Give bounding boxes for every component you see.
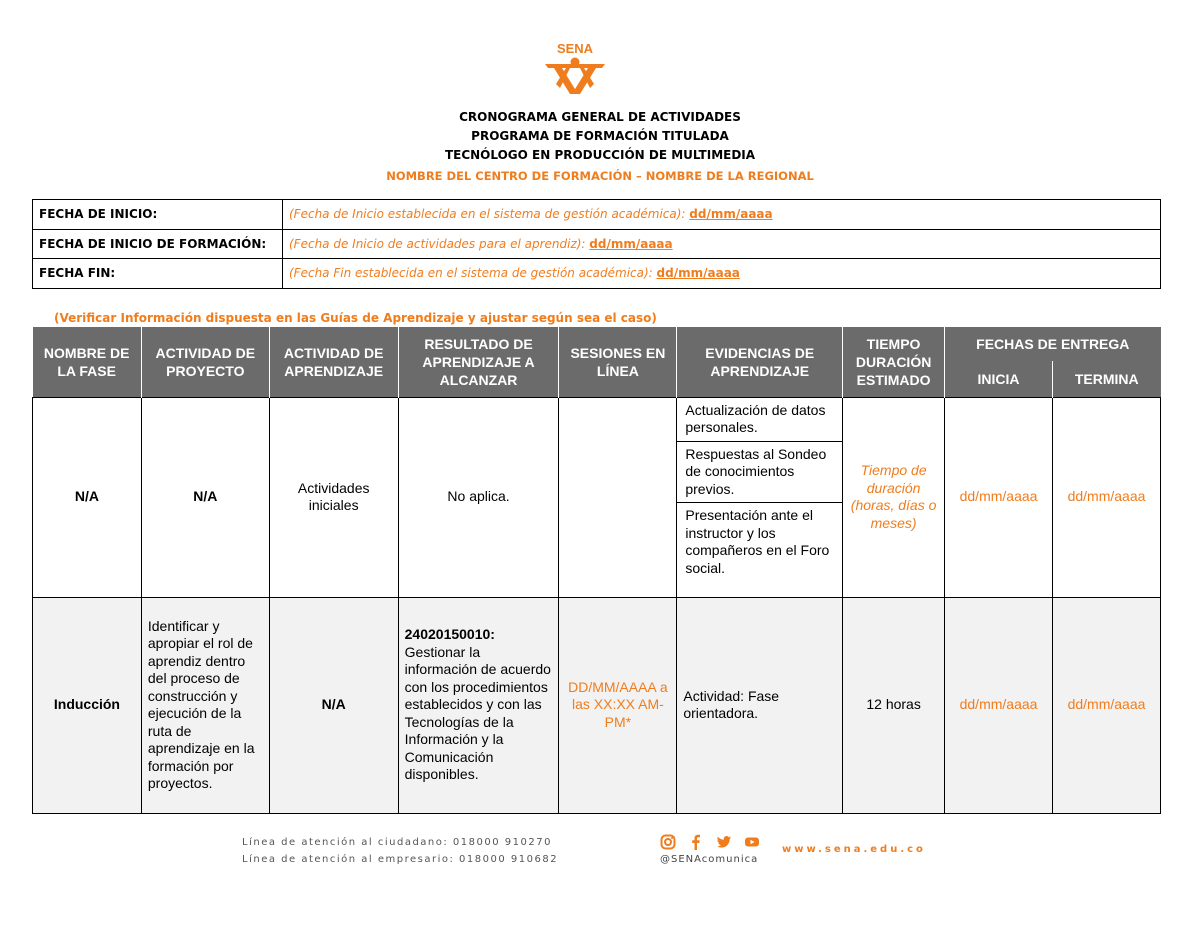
cell-tiempo: Tiempo de duración (horas, días o meses)	[843, 397, 945, 597]
twitter-icon[interactable]	[716, 834, 732, 850]
verify-note: (Verificar Información dispuesta en las Guías de Aprendizaje y ajustar según sea el caso)	[54, 311, 657, 325]
cell-resultado	[398, 597, 559, 813]
youtube-icon[interactable]	[744, 834, 760, 850]
cell-evidencias: Actividad: Fase orientadora.	[677, 597, 843, 813]
sena-logo-icon	[545, 41, 605, 94]
date-value-cell	[283, 259, 1161, 289]
header-actividad-aprendizaje: ACTIVIDAD DE APRENDIZAJE	[269, 327, 398, 397]
evidence-item: Presentación ante el instructor y los compañeros en el Foro social.	[685, 507, 830, 576]
date-desc: (Fecha de Inicio de actividades para el aprendiz):	[289, 236, 590, 251]
cell-sesiones: DD/MM/AAAA a las XX:XX AM-PM*	[559, 597, 677, 813]
document-title-block	[0, 108, 1200, 186]
cell-actividad-aprendizaje: Actividades iniciales	[269, 397, 398, 597]
social-handle: @SENAcomunica	[660, 854, 759, 865]
header-evidencias: EVIDENCIAS DE APRENDIZAJE	[677, 327, 843, 397]
website-link[interactable]: www.sena.edu.co	[782, 844, 926, 855]
header-resultado: RESULTADO DE APRENDIZAJE A ALCANZAR	[398, 327, 559, 397]
doc-title-line2: PROGRAMA DE FORMACIÓN TITULADA	[471, 129, 729, 143]
schedule-table	[32, 327, 1161, 814]
evidence-item: Respuestas al Sondeo de conocimientos previos.	[677, 442, 842, 504]
cell-inicia: dd/mm/aaaa	[945, 397, 1053, 597]
cell-evidencias	[677, 397, 843, 597]
social-block	[660, 832, 780, 865]
header-fechas: FECHAS DE ENTREGA	[945, 327, 1161, 361]
header-sesiones: SESIONES EN LÍNEA	[559, 327, 677, 397]
cell-actividad-proyecto: N/A	[141, 397, 269, 597]
cell-actividad-proyecto: Identificar y apropiar el rol de aprendiz dentro del proceso de construcción y ejecución de la ruta de aprendizaje en la formación por proyectos.	[141, 597, 269, 813]
facebook-icon[interactable]	[688, 834, 704, 850]
footer-contact	[242, 834, 558, 868]
date-desc: (Fecha Fin establecida en el sistema de gestión académica):	[289, 266, 657, 281]
date-label: FECHA DE INICIO DE FORMACIÓN:	[33, 229, 283, 259]
doc-title-line4: NOMBRE DEL CENTRO DE FORMACIÓN – NOMBRE DE LA REGIONAL	[386, 169, 814, 183]
header-inicia: INICIA	[945, 361, 1053, 397]
resultado-text: Gestionar la información de acuerdo con los procedimientos establecidos y con las Tecnologías de la Información y la Comunicación disponibles.	[404, 643, 551, 783]
cell-fase: N/A	[33, 397, 142, 597]
doc-title-line3: TECNÓLOGO EN PRODUCCIÓN DE MULTIMEDIA	[444, 148, 756, 162]
cell-inicia: dd/mm/aaaa	[945, 597, 1053, 813]
table-row	[33, 597, 1161, 813]
table-header-row	[33, 327, 1161, 361]
cell-tiempo: 12 horas	[843, 597, 945, 813]
sena-logo	[540, 40, 610, 96]
cell-fase: Inducción	[33, 597, 142, 813]
date-value-cell	[283, 200, 1161, 230]
table-row	[33, 397, 1161, 597]
date-row	[33, 229, 1161, 259]
date-value: dd/mm/aaaa	[689, 207, 773, 222]
header-fase: NOMBRE DE LA FASE	[33, 327, 142, 397]
date-label: FECHA FIN:	[33, 259, 283, 289]
cell-sesiones	[559, 397, 677, 597]
cell-termina: dd/mm/aaaa	[1052, 597, 1160, 813]
date-row	[33, 200, 1161, 230]
resultado-code: 24020150010:	[404, 626, 495, 643]
sena-logo-text: SENA	[556, 41, 594, 56]
cell-actividad-aprendizaje: N/A	[269, 597, 398, 813]
instagram-icon[interactable]	[660, 834, 676, 850]
footer-line-empresario: Línea de atención al empresario: 018000 910682	[242, 854, 559, 865]
doc-title-line1: CRONOGRAMA GENERAL DE ACTIVIDADES	[459, 110, 741, 124]
footer-line-ciudadano: Línea de atención al ciudadano: 018000 910270	[242, 837, 552, 848]
cell-termina: dd/mm/aaaa	[1052, 397, 1160, 597]
date-value: dd/mm/aaaa	[589, 236, 673, 251]
date-row	[33, 259, 1161, 289]
date-desc: (Fecha de Inicio establecida en el sistema de gestión académica):	[289, 207, 690, 222]
date-value: dd/mm/aaaa	[656, 266, 740, 281]
date-value-cell	[283, 229, 1161, 259]
header-tiempo: TIEMPO DURACIÓN ESTIMADO	[843, 327, 945, 397]
cell-resultado: No aplica.	[398, 397, 559, 597]
header-actividad-proyecto: ACTIVIDAD DE PROYECTO	[141, 327, 269, 397]
date-label: FECHA DE INICIO:	[33, 200, 283, 230]
dates-table	[32, 199, 1161, 289]
header-termina: TERMINA	[1052, 361, 1160, 397]
evidence-item: Actualización de datos personales.	[677, 398, 842, 442]
